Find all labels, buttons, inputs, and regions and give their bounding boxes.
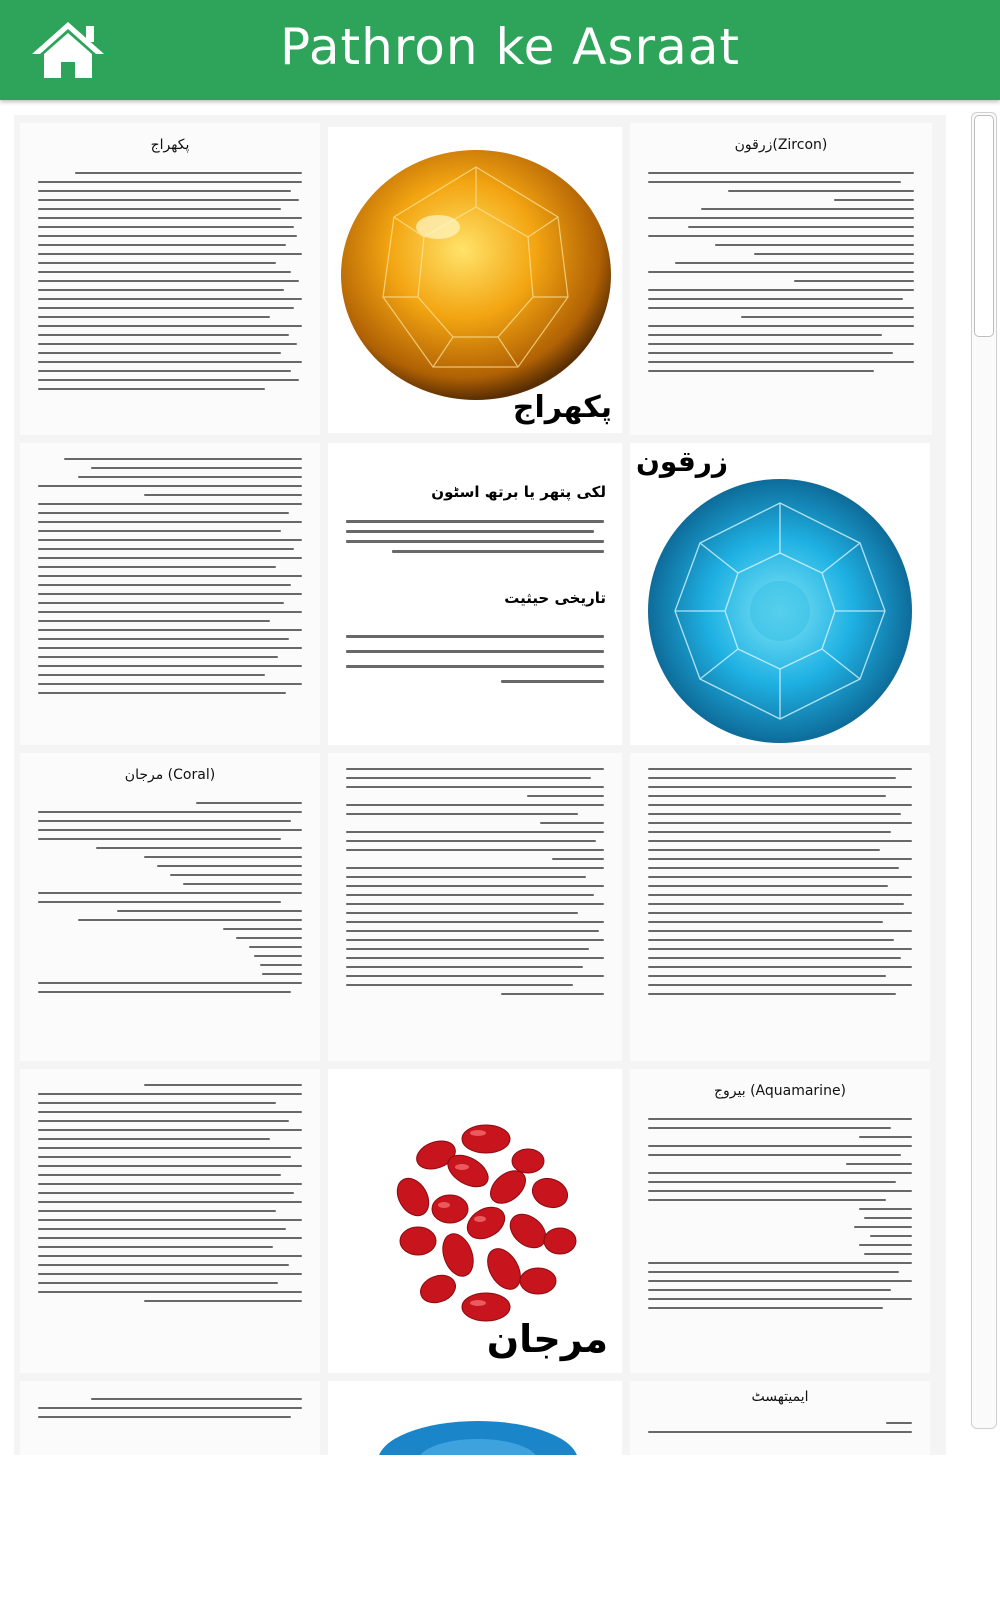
zircon-notes-tile[interactable] bbox=[20, 443, 320, 745]
zircon-history-tile[interactable] bbox=[328, 443, 622, 745]
bottom-mid-tile[interactable] bbox=[328, 1381, 622, 1455]
tile-title: بیروج (Aquamarine) bbox=[713, 1083, 847, 1099]
gallery bbox=[14, 115, 946, 1455]
gem-label: مرجان bbox=[486, 1317, 608, 1361]
coral-image-tile[interactable] bbox=[328, 1069, 622, 1373]
text-lines bbox=[648, 1415, 912, 1440]
app-bar bbox=[0, 0, 1000, 100]
coral-benefits-tile[interactable] bbox=[630, 753, 930, 1061]
pukhraj-image-tile[interactable] bbox=[328, 127, 622, 433]
text-lines bbox=[346, 513, 604, 560]
tile-title: مرجان (Coral) bbox=[124, 767, 216, 783]
zircon-gem bbox=[630, 443, 930, 745]
text-lines bbox=[346, 623, 604, 690]
gem-label: پکھراج bbox=[512, 390, 612, 425]
home-icon bbox=[30, 18, 106, 82]
coral-text-2-tile[interactable] bbox=[20, 1069, 320, 1373]
text-lines bbox=[38, 165, 302, 397]
text-lines bbox=[38, 1077, 302, 1309]
tile-title: ایمیتھسٹ bbox=[751, 1389, 809, 1405]
bottom-right-tile[interactable] bbox=[630, 1381, 930, 1455]
text-lines bbox=[38, 1391, 302, 1425]
text-lines bbox=[648, 761, 912, 1002]
zircon-text-tile[interactable] bbox=[630, 123, 932, 435]
section-heading: تاریخی حیثیت bbox=[504, 589, 606, 607]
text-lines bbox=[648, 165, 914, 379]
coral-text-tile[interactable] bbox=[20, 753, 320, 1061]
tile-title: زرقون(Zircon) bbox=[734, 137, 828, 153]
coral-notes-tile[interactable] bbox=[328, 753, 622, 1061]
zircon-image-tile[interactable] bbox=[630, 443, 930, 745]
home-button[interactable] bbox=[30, 18, 106, 82]
pukhraj-text-tile[interactable] bbox=[20, 123, 320, 435]
app-title: Pathron ke Asraat bbox=[280, 18, 740, 76]
yellow-sapphire-gem bbox=[328, 127, 622, 433]
scrollbar-thumb[interactable] bbox=[974, 115, 994, 337]
gem-label: زرقون bbox=[636, 445, 729, 478]
text-lines bbox=[38, 451, 302, 701]
blue-gem-partial bbox=[328, 1381, 622, 1455]
aquamarine-text-tile[interactable] bbox=[630, 1069, 930, 1373]
scrollbar[interactable] bbox=[971, 112, 997, 1429]
bottom-left-tile[interactable] bbox=[20, 1381, 320, 1455]
text-lines bbox=[346, 761, 604, 1002]
text-lines bbox=[648, 1111, 912, 1316]
section-heading: لکی پتھر یا برتھ اسٹون bbox=[431, 483, 606, 501]
text-lines bbox=[38, 795, 302, 1000]
tile-title: پکھراج bbox=[150, 137, 190, 153]
